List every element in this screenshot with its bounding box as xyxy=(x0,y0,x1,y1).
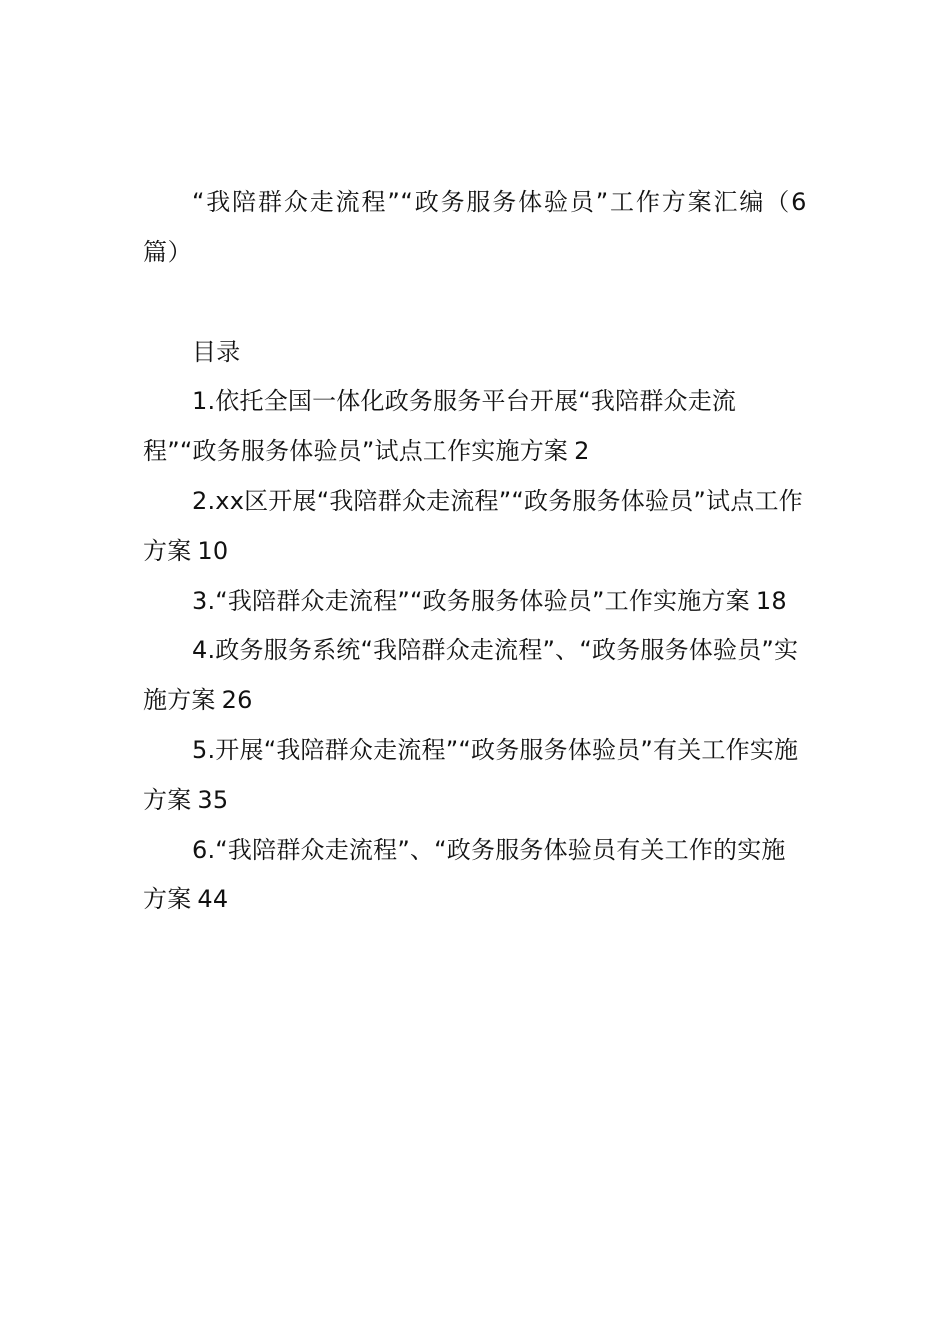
toc-entry[interactable] xyxy=(143,577,807,627)
toc-entry-page: 2 xyxy=(574,437,590,466)
toc-entry-text: 1.依托全国一体化政务服务平台开展“我陪群众走流程”“政务服务体验员”试点工作实施方案 xyxy=(143,387,737,466)
toc-entry-page: 44 xyxy=(197,885,229,914)
toc-heading: 目录 xyxy=(192,337,241,366)
toc-entry-page: 10 xyxy=(197,536,229,565)
toc-entry-page: 35 xyxy=(197,785,229,814)
toc-entry[interactable] xyxy=(143,477,807,577)
toc-entry-text: 2.xx区开展“我陪群众走流程”“政务服务体验员”试点工作方案 xyxy=(143,486,803,565)
toc-entry[interactable] xyxy=(143,726,807,826)
toc-entry[interactable] xyxy=(143,626,807,726)
toc-entry[interactable] xyxy=(143,826,807,926)
toc-entry-text: 4.政务服务系统“我陪群众走流程”、“政务服务体验员”实施方案 xyxy=(143,636,799,715)
toc-entry-page: 18 xyxy=(755,586,787,615)
toc-entry-text: 6.“我陪群众走流程”、“政务服务体验员有关工作的实施方案 xyxy=(143,835,786,914)
toc-entry[interactable] xyxy=(143,377,807,477)
toc-entry-page: 26 xyxy=(221,686,253,715)
toc-entry-text: 5.开展“我陪群众走流程”“政务服务体验员”有关工作实施方案 xyxy=(143,735,799,814)
table-of-contents xyxy=(143,377,807,925)
document-body xyxy=(143,178,807,925)
document-title: “我陪群众走流程”“政务服务体验员”工作方案汇编（6篇） xyxy=(143,188,807,266)
toc-entry-text: 3.“我陪群众走流程”“政务服务体验员”工作实施方案 xyxy=(192,586,750,615)
